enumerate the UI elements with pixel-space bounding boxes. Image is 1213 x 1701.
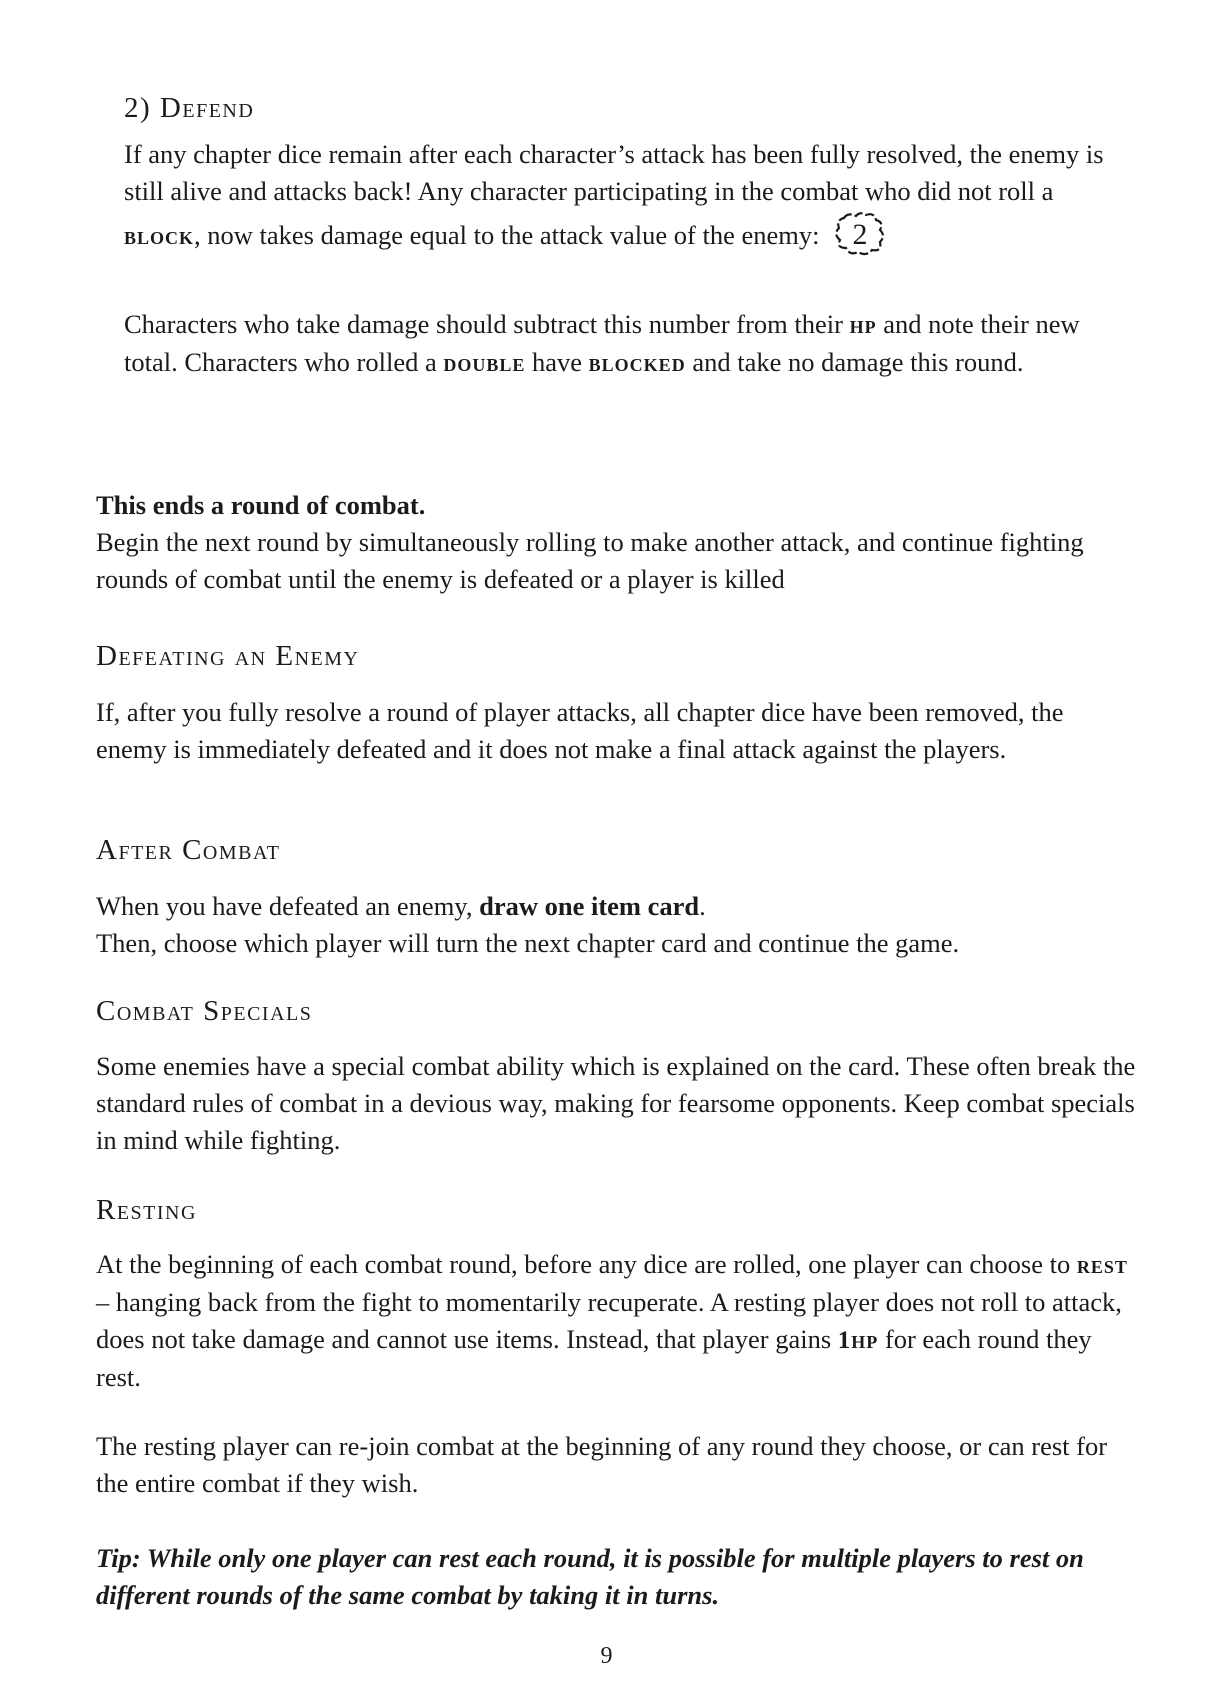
rest-keyword: rest (1076, 1252, 1128, 1279)
combat-specials-paragraph: Some enemies have a special combat ability which is explained on the card. These often break the standard rules of combat in a devious way, making for fearsome opponents. Keep combat specials in mind while fighting. (96, 1051, 1136, 1155)
attack-value-badge (830, 210, 890, 258)
combat-specials-heading: Combat Specials (96, 995, 313, 1027)
resting-paragraph-1: At the beginning of each combat round, before any dice are rolled, one player can choose to rest – hanging back from the fight to momentarily recuperate. A resting player does not roll to attack, does not take damage and cannot use items. Instead, that player gains 1hp for each round they rest. (96, 1249, 1128, 1392)
after-combat-heading: After Combat (96, 834, 281, 866)
blocked-keyword: blocked (588, 350, 686, 377)
defend-paragraph-1: If any chapter dice remain after each character’s attack has been fully resolved, the enemy is still alive and attacks back! Any character participating in the combat who did not roll a block, now takes damage equal to the attack value of the enemy: 2 (124, 136, 1134, 258)
double-keyword: double (443, 350, 526, 377)
defeating-paragraph: If, after you fully resolve a round of player attacks, all chapter dice have been removed, the enemy is immediately defeated and it does not make a final attack against the players. (96, 697, 1064, 764)
attack-value: 2 (852, 218, 868, 251)
draw-item-card-bold: draw one item card (479, 891, 700, 921)
hp-keyword: hp (849, 312, 877, 339)
resting-heading: Resting (96, 1194, 197, 1226)
attack-splat-icon (830, 210, 890, 258)
defend-heading: 2) Defend (124, 92, 255, 124)
page-number: 9 (600, 1643, 613, 1669)
round-end-bold: This ends a round of combat. (96, 490, 426, 520)
resting-paragraph-2: The resting player can re-join combat at the beginning of any round they choose, or can rest for the entire combat if they wish. (96, 1431, 1108, 1498)
after-combat-paragraph: When you have defeated an enemy, draw one item card. Then, choose which player will turn the next chapter card and continue the game. (96, 891, 960, 958)
defend-paragraph-2: Characters who take damage should subtract this number from their hp and note their new total. Characters who rolled a double have blocked and take no damage this round. (124, 309, 1080, 377)
block-keyword: block (124, 223, 195, 250)
one-hp-keyword: 1hp (837, 1327, 879, 1354)
round-end-paragraph: This ends a round of combat. Begin the next round by simultaneously rolling to make another attack, and continue fighting rounds of combat until the enemy is defeated or a player is killed (96, 490, 1084, 594)
defeating-heading: Defeating an Enemy (96, 640, 360, 672)
resting-tip: Tip: While only one player can rest each round, it is possible for multiple players to rest on different rounds of the same combat by taking it in turns. (96, 1543, 1084, 1610)
